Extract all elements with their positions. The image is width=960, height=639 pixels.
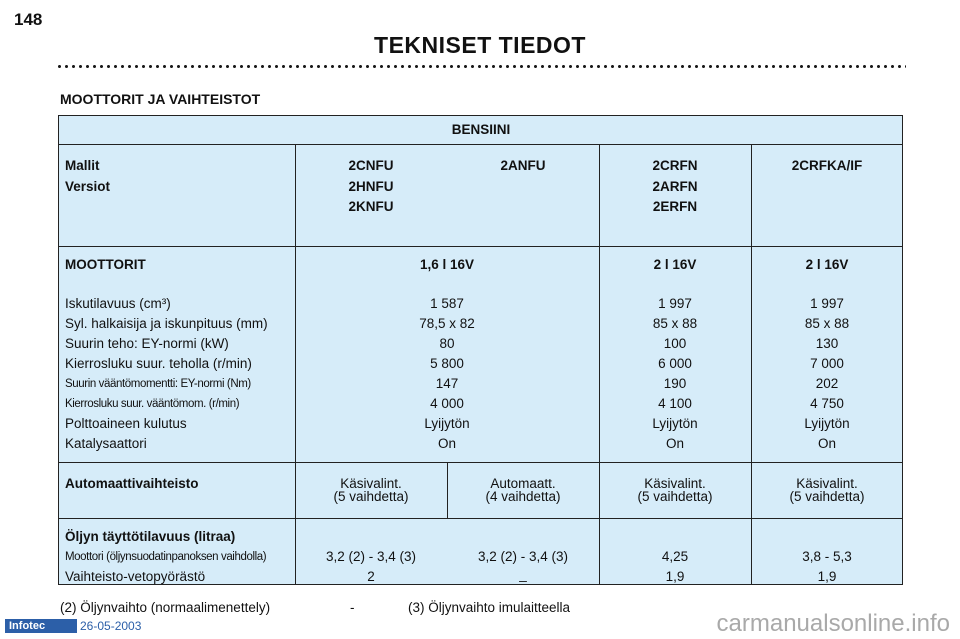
model-2crfn: 2CRFN: [652, 158, 698, 173]
spec-value: 4 750: [810, 396, 844, 411]
spec-value: 4 100: [658, 396, 692, 411]
model-2anfu: 2ANFU: [500, 158, 546, 173]
oil-engine-value: 3,2 (2) - 3,4 (3): [477, 549, 569, 564]
spec-value: 190: [663, 376, 687, 391]
spec-value: Lyijytön: [424, 416, 470, 431]
gearbox-gears: (5 vaihdetta): [637, 489, 713, 504]
spec-value: 147: [435, 376, 459, 391]
rule-gearbox: [59, 518, 902, 519]
spec-value: On: [817, 436, 837, 451]
col-rule-3: [751, 144, 752, 584]
spec-table: [58, 115, 903, 585]
models-label: Mallit: [65, 158, 100, 173]
spec-value: 78,5 x 82: [419, 316, 475, 331]
engine-1-6: 1,6 l 16V: [419, 257, 475, 272]
oil-gearbox-value: 2: [367, 569, 375, 584]
gearbox-type: Käsivalint.: [796, 476, 858, 491]
spec-value: On: [437, 436, 457, 451]
engine-2-b: 2 l 16V: [805, 257, 849, 272]
print-date: 26-05-2003: [80, 619, 142, 633]
spec-value: 6 000: [658, 356, 692, 371]
engine-2-a: 2 l 16V: [653, 257, 697, 272]
gearbox-label: Automaattivaihteisto: [65, 476, 199, 491]
spec-value: 5 800: [430, 356, 464, 371]
model-2crfka: 2CRFKA/IF: [791, 158, 863, 173]
page-number: 148: [14, 10, 43, 29]
version-2hnfu: 2HNFU: [348, 179, 394, 194]
version-2knfu: 2KNFU: [348, 199, 394, 214]
oil-engine-value: 3,2 (2) - 3,4 (3): [325, 549, 417, 564]
spec-label-catalyst: Katalysaattori: [65, 436, 147, 451]
spec-label-bore-stroke: Syl. halkaisija ja iskunpituus (mm): [65, 316, 268, 331]
spec-value: Lyijytön: [804, 416, 850, 431]
spec-label-power: Suurin teho: EY-normi (kW): [65, 336, 229, 351]
col-rule-gearbox: [447, 462, 448, 518]
spec-value: 1 997: [658, 296, 692, 311]
rule-header: [59, 144, 902, 145]
gearbox-type: Automaatt.: [490, 476, 556, 491]
spec-label-displacement: Iskutilavuus (cm³): [65, 296, 171, 311]
gearbox-gears: (4 vaihdetta): [485, 489, 561, 504]
spec-value: On: [665, 436, 685, 451]
page-title: TEKNISET TIEDOT: [374, 32, 586, 58]
col-rule-1: [295, 144, 296, 584]
spec-value: 1 587: [430, 296, 464, 311]
fuel-header: BENSIINI: [451, 122, 511, 137]
version-2erfn: 2ERFN: [652, 199, 698, 214]
oil-gearbox-value: _: [519, 567, 527, 582]
spec-label-torque-rpm: Kierrosluku suur. vääntömom. (r/min): [65, 398, 240, 410]
rule-models: [59, 246, 902, 247]
oil-gearbox-value: 1,9: [665, 569, 685, 584]
gearbox-type: Käsivalint.: [644, 476, 706, 491]
engines-label: MOOTTORIT: [65, 257, 146, 272]
version-2arfn: 2ARFN: [652, 179, 698, 194]
oil-gearbox-label: Vaihteisto-vetopyörästö: [65, 569, 206, 584]
footnote-separator: -: [350, 600, 355, 615]
gearbox-gears: (5 vaihdetta): [333, 489, 409, 504]
oil-engine-value: 4,25: [661, 549, 689, 564]
gearbox-gears: (5 vaihdetta): [789, 489, 865, 504]
gearbox-type: Käsivalint.: [340, 476, 402, 491]
spec-value: 85 x 88: [804, 316, 850, 331]
spec-label-power-rpm: Kierrosluku suur. teholla (r/min): [65, 356, 252, 371]
footnote-normal-change: (2) Öljynvaihto (normaalimenettely): [60, 600, 271, 615]
spec-value: 1 997: [810, 296, 844, 311]
section-title: MOOTTORIT JA VAIHTEISTOT: [60, 91, 261, 107]
oil-gearbox-value: 1,9: [817, 569, 837, 584]
model-2cnfu: 2CNFU: [348, 158, 394, 173]
spec-value: 130: [815, 336, 839, 351]
spec-value: 80: [439, 336, 455, 351]
infotec-logo: Infotec: [5, 619, 77, 633]
spec-label-torque: Suurin vääntömomentti: EY-normi (Nm): [65, 378, 251, 390]
dotted-divider: [56, 64, 906, 69]
spec-label-fuel: Polttoaineen kulutus: [65, 416, 187, 431]
watermark: carmanualsonline.info: [716, 610, 950, 637]
spec-value: 202: [815, 376, 839, 391]
oil-label: Öljyn täyttötilavuus (litraa): [65, 529, 236, 544]
spec-value: 85 x 88: [652, 316, 698, 331]
spec-value: Lyijytön: [652, 416, 698, 431]
col-rule-2: [599, 144, 600, 584]
spec-value: 100: [663, 336, 687, 351]
oil-engine-label: Moottori (öljynsuodatinpanoksen vaihdolla): [65, 551, 267, 563]
oil-engine-value: 3,8 - 5,3: [802, 549, 852, 564]
rule-engines: [59, 462, 902, 463]
footnote-suction-change: (3) Öljynvaihto imulaitteella: [408, 600, 571, 615]
spec-value: 7 000: [810, 356, 844, 371]
versions-label: Versiot: [65, 179, 111, 194]
spec-value: 4 000: [430, 396, 464, 411]
